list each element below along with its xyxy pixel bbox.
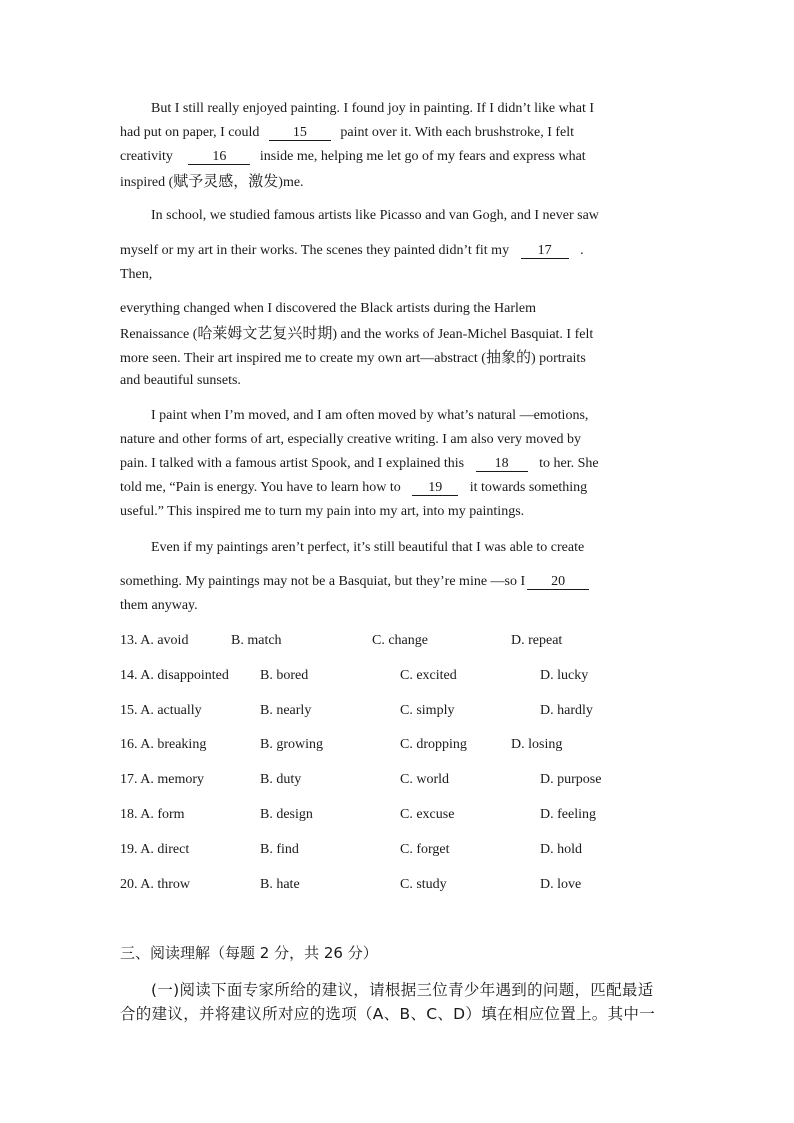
option-c [400,702,454,720]
option-text: B. growing [260,737,323,752]
question-number: 17. [120,772,138,787]
option-text: A. form [140,807,185,822]
gloss-cn: 哈莱姆文艺复兴时期 [197,324,333,342]
option-d [511,736,562,754]
p2-line4: everything changed when I discovered the Black artists during the Harlem [120,301,536,316]
p4-line2 [120,573,589,591]
blank-16: 16 [188,149,250,165]
p3-line5: useful.” This inspired me to turn my pain into my art, into my paintings. [120,504,525,519]
p3-line3 [120,455,599,473]
text: inspired ( [120,175,174,190]
option-a [120,806,185,824]
p2-line2 [120,242,584,260]
option-text: B. hate [260,877,300,892]
blank-17: 17 [521,243,569,259]
option-b [260,771,301,789]
option-b [260,876,300,894]
option-a [120,771,204,789]
option-c [400,771,449,789]
option-text: C. simply [400,703,455,718]
text: it towards something [469,480,588,495]
option-text: B. design [260,807,313,822]
text: ) portraits [530,351,586,366]
option-d [540,771,601,789]
text: told me, “Pain is energy. You have to learn how to [120,480,401,495]
p2-line3: Then, [120,267,153,282]
option-d [511,632,562,650]
option-text: D. repeat [511,633,563,648]
option-b [260,736,323,754]
p3-line4 [120,479,587,497]
text: something. My paintings may not be a Basquiat, but they’re mine —so I [120,574,526,589]
option-c [400,806,454,824]
option-text: D. losing [511,737,563,752]
question-number: 20. [120,877,138,892]
option-text: C. change [372,633,428,648]
option-text: D. lucky [540,668,589,683]
p3-line1: I paint when I’m moved, and I am often moved by what’s natural —emotions, [151,408,589,423]
text: inside me, helping me let go of my fears and express what [259,149,586,164]
question-number: 18. [120,807,138,822]
p1-line4 [120,172,304,192]
p2-line1: In school, we studied famous artists like Picasso and van Gogh, and I never saw [151,208,599,223]
option-a [120,702,202,720]
question-number: 15. [120,703,138,718]
option-text: B. bored [260,668,309,683]
option-c [400,736,467,754]
option-text: C. world [400,772,449,787]
option-text: B. find [260,842,299,857]
blank-19: 19 [412,480,458,496]
blank-15: 15 [269,125,331,141]
option-d [540,806,596,824]
option-text: A. direct [140,842,190,857]
question-number: 19. [120,842,138,857]
option-d [540,876,581,894]
p2-line5 [120,324,593,344]
blank-20: 20 [527,574,589,590]
option-a [120,632,188,650]
option-text: D. feeling [540,807,596,822]
option-a [120,841,189,859]
option-c [400,876,447,894]
option-text: D. hardly [540,703,593,718]
text: had put on paper, I could [120,125,260,140]
option-b [260,841,299,859]
option-c [400,841,450,859]
p4-line1: Even if my paintings aren’t perfect, it’s still beautiful that I was able to create [151,540,585,555]
option-d [540,702,593,720]
p1-line2 [120,124,574,142]
option-text: D. hold [540,842,582,857]
option-text: C. excited [400,668,457,683]
option-text: B. duty [260,772,302,787]
option-text: C. forget [400,842,450,857]
option-text: B. match [231,633,282,648]
option-text: B. nearly [260,703,312,718]
option-text: A. avoid [140,633,189,648]
option-a [120,876,190,894]
option-b [260,667,308,685]
option-c [400,667,457,685]
option-text: D. purpose [540,772,602,787]
gloss-cn: 赋予灵感，激发 [173,172,279,190]
option-text: A. memory [140,772,204,787]
p1-line3 [120,148,586,166]
text: more seen. Their art inspired me to create my own art—abstract ( [120,351,486,366]
option-text: A. breaking [140,737,207,752]
option-text: C. excuse [400,807,455,822]
text: myself or my art in their works. The scenes they painted didn’t fit my [120,243,510,258]
option-text: A. actually [140,703,202,718]
p2-line6 [120,348,586,368]
option-d [540,667,588,685]
option-text: A. disappointed [140,668,229,683]
option-a [120,736,206,754]
option-text: C. study [400,877,447,892]
question-number: 16. [120,737,138,752]
gloss-cn: 抽象的 [485,348,531,366]
p3-line2: nature and other forms of art, especially creative writing. I am also very moved by [120,432,582,447]
option-b [260,806,313,824]
question-number: 14. [120,668,138,683]
option-b [231,632,282,650]
text: Renaissance ( [120,327,198,342]
option-text: A. throw [140,877,191,892]
text: paint over it. With each brushstroke, I felt [340,125,575,140]
text: . [580,243,584,258]
option-d [540,841,582,859]
option-text: D. love [540,877,582,892]
p4-line3: them anyway. [120,598,198,613]
instructions-line2: 合的建议，并将建议所对应的选项（A、B、C、D）填在相应位置上。其中一 [120,1005,655,1023]
instructions-line1: (一)阅读下面专家所给的建议，请根据三位青少年遇到的问题，匹配最适 [151,981,654,999]
option-c [372,632,428,650]
option-a [120,667,229,685]
option-b [260,702,311,720]
blank-18: 18 [476,456,528,472]
text: pain. I talked with a famous artist Spook, and I explained this [120,456,465,471]
p2-line7: and beautiful sunsets. [120,373,241,388]
text: )me. [278,175,304,190]
option-text: C. dropping [400,737,467,752]
text: creativity [120,149,173,164]
p1-line1: But I still really enjoyed painting. I found joy in painting. If I didn’t like what I [151,101,594,116]
text: to her. She [539,456,599,471]
section-heading: 三、阅读理解（每题 2 分，共 26 分） [120,944,378,962]
question-number: 13. [120,633,138,648]
text: ) and the works of Jean-Michel Basquiat. I felt [332,327,594,342]
